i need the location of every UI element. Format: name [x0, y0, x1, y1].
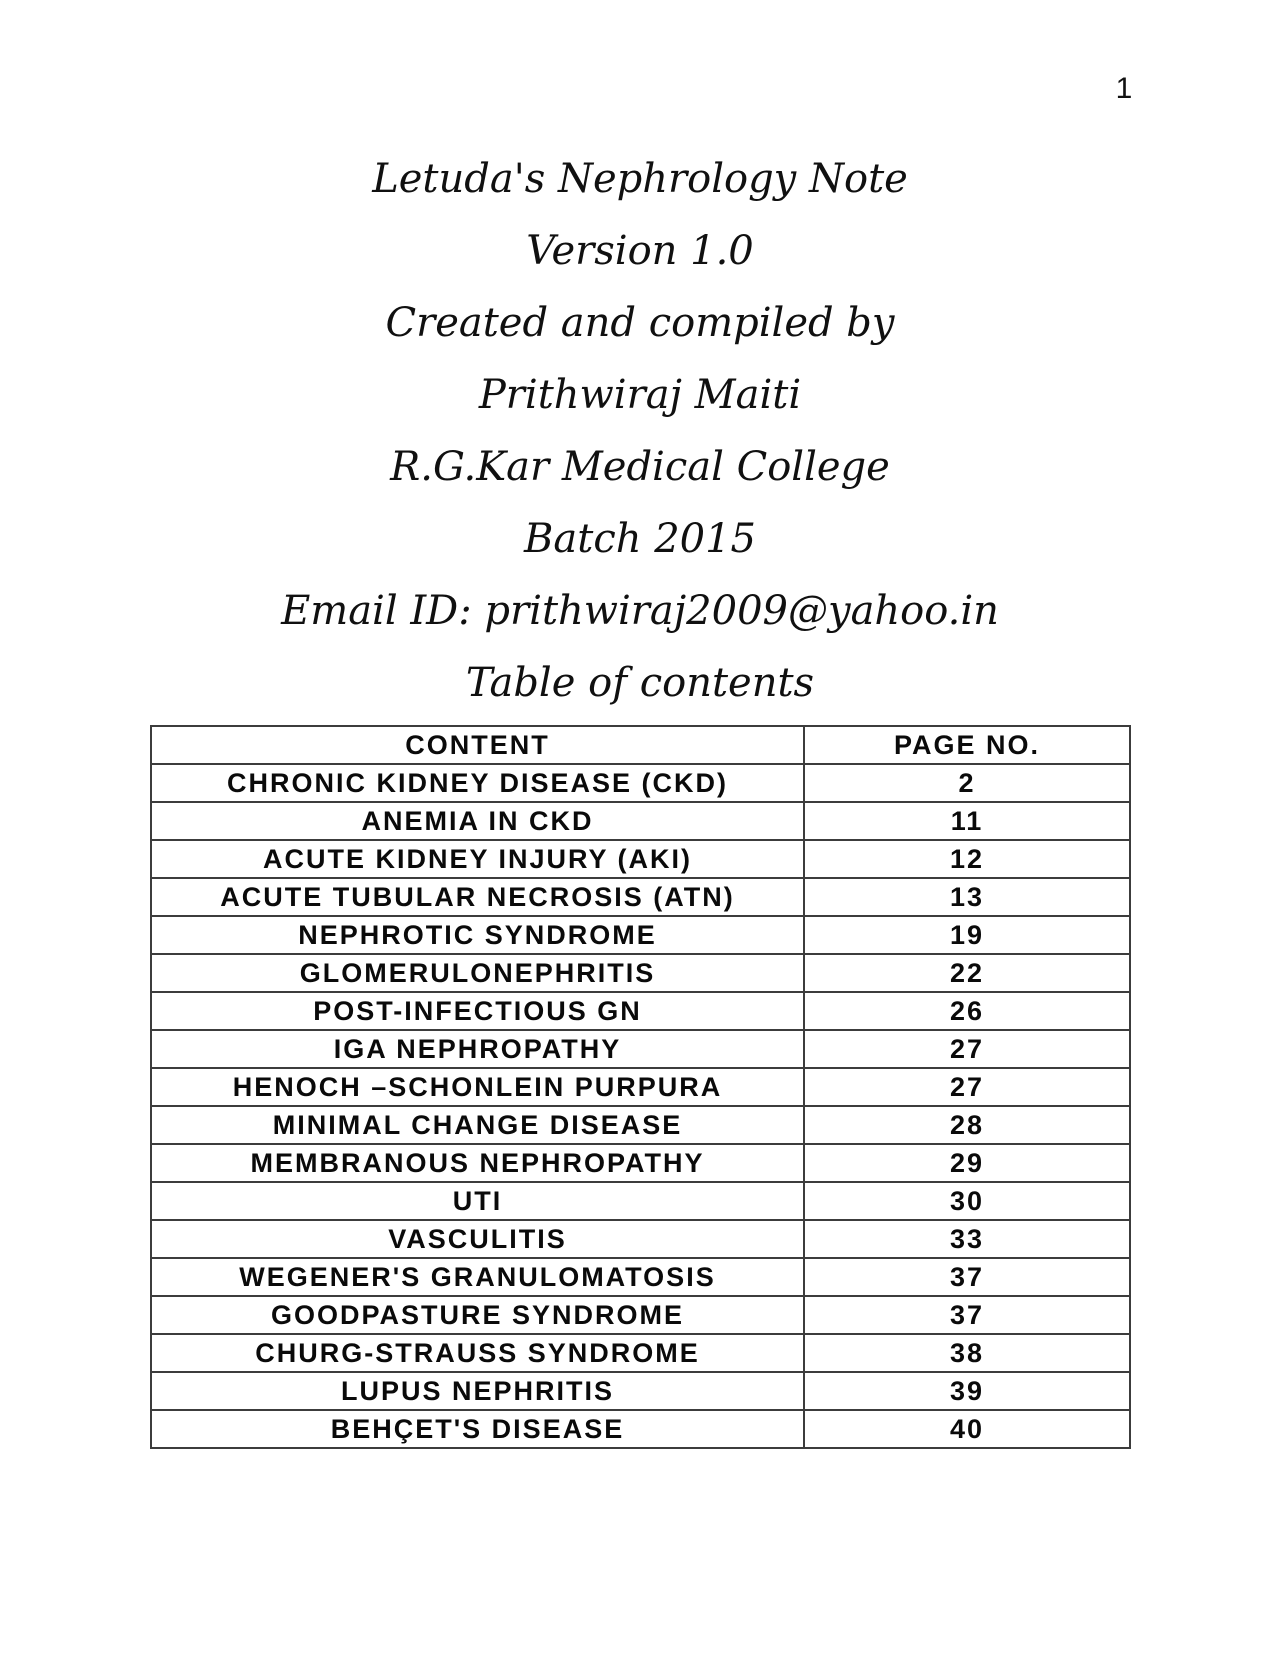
table-row	[151, 1030, 1130, 1068]
toc-entry-page: 27	[804, 1068, 1130, 1106]
toc-header-row	[151, 726, 1130, 764]
table-row	[151, 1182, 1130, 1220]
table-row	[151, 840, 1130, 878]
author-name: Prithwiraj Maiti	[478, 372, 802, 418]
table-row	[151, 878, 1130, 916]
toc-entry-title: MEMBRANOUS NEPHROPATHY	[151, 1144, 804, 1182]
toc-entry-page: 37	[804, 1296, 1130, 1334]
toc-entry-page: 28	[804, 1106, 1130, 1144]
table-row	[151, 1296, 1130, 1334]
toc-header-page: PAGE NO.	[804, 726, 1130, 764]
title-block	[0, 143, 1280, 719]
toc-entry-page: 38	[804, 1334, 1130, 1372]
table-row	[151, 1144, 1130, 1182]
toc-entry-title: WEGENER'S GRANULOMATOSIS	[151, 1258, 804, 1296]
toc-entry-title: IGA NEPHROPATHY	[151, 1030, 804, 1068]
toc-entry-page: 29	[804, 1144, 1130, 1182]
toc-entry-title: GOODPASTURE SYNDROME	[151, 1296, 804, 1334]
email-line: Email ID: prithwiraj2009@yahoo.in	[281, 588, 999, 634]
toc-entry-page: 40	[804, 1410, 1130, 1448]
table-row	[151, 1334, 1130, 1372]
toc-entry-title: POST-INFECTIOUS GN	[151, 992, 804, 1030]
table-row	[151, 916, 1130, 954]
table-row	[151, 1220, 1130, 1258]
toc-entry-page: 2	[804, 764, 1130, 802]
byline: Created and compiled by	[385, 300, 895, 346]
document-title: Letuda's Nephrology Note	[372, 156, 908, 202]
table-row	[151, 1068, 1130, 1106]
batch-line: Batch 2015	[524, 516, 756, 562]
toc-entry-title: ANEMIA IN CKD	[151, 802, 804, 840]
toc-entry-page: 11	[804, 802, 1130, 840]
toc-entry-page: 39	[804, 1372, 1130, 1410]
toc-entry-title: ACUTE TUBULAR NECROSIS (ATN)	[151, 878, 804, 916]
toc-entry-title: UTI	[151, 1182, 804, 1220]
toc-entry-page: 13	[804, 878, 1130, 916]
toc-entry-title: MINIMAL CHANGE DISEASE	[151, 1106, 804, 1144]
toc-entry-page: 27	[804, 1030, 1130, 1068]
table-row	[151, 1372, 1130, 1410]
toc-entry-title: BEHÇET'S DISEASE	[151, 1410, 804, 1448]
table-row	[151, 764, 1130, 802]
toc-entry-page: 26	[804, 992, 1130, 1030]
toc-header-content: CONTENT	[151, 726, 804, 764]
toc-table	[150, 725, 1131, 1449]
toc-entry-title: VASCULITIS	[151, 1220, 804, 1258]
toc-entry-page: 37	[804, 1258, 1130, 1296]
toc-entry-title: CHURG-STRAUSS SYNDROME	[151, 1334, 804, 1372]
toc-entry-page: 12	[804, 840, 1130, 878]
toc-entry-title: ACUTE KIDNEY INJURY (AKI)	[151, 840, 804, 878]
toc-entry-page: 30	[804, 1182, 1130, 1220]
toc-entry-page: 33	[804, 1220, 1130, 1258]
toc-entry-title: NEPHROTIC SYNDROME	[151, 916, 804, 954]
toc-entry-title: CHRONIC KIDNEY DISEASE (CKD)	[151, 764, 804, 802]
toc-heading: Table of contents	[465, 660, 815, 706]
table-row	[151, 1258, 1130, 1296]
institution: R.G.Kar Medical College	[390, 444, 890, 490]
version-line: Version 1.0	[526, 228, 754, 274]
table-row	[151, 802, 1130, 840]
table-row	[151, 1410, 1130, 1448]
toc-entry-title: GLOMERULONEPHRITIS	[151, 954, 804, 992]
table-row	[151, 992, 1130, 1030]
toc-entry-page: 22	[804, 954, 1130, 992]
toc-entry-title: HENOCH –SCHONLEIN PURPURA	[151, 1068, 804, 1106]
table-row	[151, 954, 1130, 992]
table-row	[151, 1106, 1130, 1144]
toc-entry-title: LUPUS NEPHRITIS	[151, 1372, 804, 1410]
page-number: 1	[1115, 72, 1133, 105]
toc-entry-page: 19	[804, 916, 1130, 954]
